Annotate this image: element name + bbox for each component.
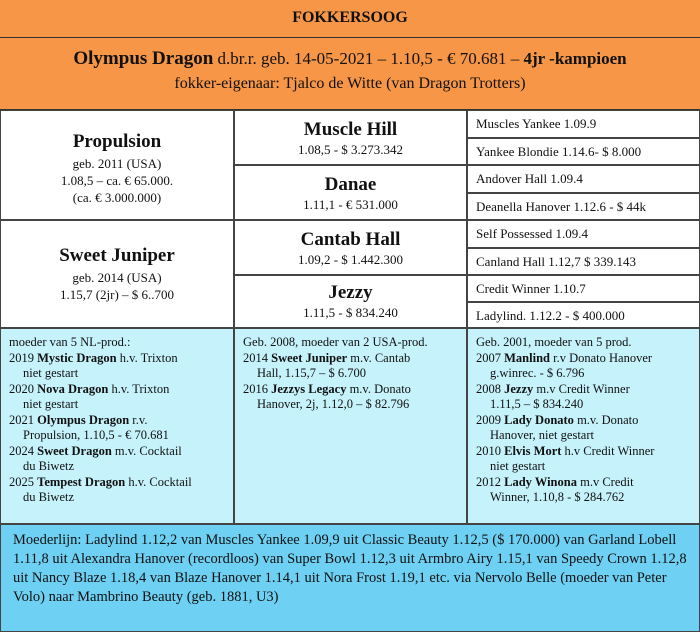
horse-summary — [0, 48, 700, 70]
produce-entry: 2020 Nova Dragon h.v. Trixton niet gestart — [9, 381, 170, 411]
sire-dam-record: 1.11,1 - € 531.000 — [303, 197, 398, 212]
champion-label: 4jr -kampioen — [523, 49, 627, 68]
dam-sire-cell — [234, 220, 467, 275]
produce-entry: 2025 Tempest Dragon h.v. Cocktail du Biwetz — [9, 474, 192, 504]
produce-entry: 2007 Manlind r.v Donato Hanover g.winrec. - $ 6.796 — [476, 350, 653, 380]
header-panel — [0, 0, 700, 110]
third-gen-6: Canland Hall 1.12,7 $ 339.143 — [467, 248, 700, 275]
produce-entry: 2012 Lady Winona m.v Credit Winner, 1.10,8 - $ 284.762 — [476, 474, 634, 504]
third-gen-1: Muscles Yankee 1.09.9 — [467, 110, 700, 138]
dam-sire-name: Cantab Hall — [300, 229, 401, 250]
third-gen-3: Andover Hall 1.09.4 — [467, 165, 700, 193]
dam-name: Sweet Juniper — [59, 245, 175, 266]
produce-entry: 2016 Jezzys Legacy m.v. Donato Hanover, 2j, 1.12,0 – $ 82.796 — [243, 381, 411, 411]
produce-name: Lady Donato — [504, 412, 574, 427]
dam-sire-record: 1.09,2 - $ 1.442.300 — [297, 252, 404, 267]
produce-entry: 2021 Olympus Dragon r.v. Propulsion, 1.10,5 - € 70.681 — [9, 412, 169, 442]
produce-entry: 2019 Mystic Dragon h.v. Trixton niet gestart — [9, 350, 178, 380]
sire-cell — [0, 110, 234, 220]
produce-name: Manlind — [504, 350, 550, 365]
produce-name: Sweet Dragon — [37, 443, 112, 458]
produce-name: Nova Dragon — [37, 381, 109, 396]
produce-intro: moeder van 5 NL-prod.: — [9, 335, 131, 349]
dam-record: 1.15,7 (2jr) – $ 6..700 — [59, 287, 175, 302]
produce-name: Mystic Dragon — [37, 350, 117, 365]
produce-name: Jezzy — [504, 381, 534, 396]
sire-sire-cell — [234, 110, 467, 165]
sire-born: geb. 2011 (USA) — [72, 156, 162, 171]
produce-entry: 2008 Jezzy m.v Credit Winner 1.11,5 – $ 834.240 — [476, 381, 630, 411]
produce-intro: Geb. 2008, moeder van 2 USA-prod. — [243, 335, 428, 349]
sire-dam-cell — [234, 165, 467, 220]
dam-cell — [0, 220, 234, 328]
sire-value: (ca. € 3.000.000) — [72, 190, 162, 205]
third-gen-7: Credit Winner 1.10.7 — [467, 275, 700, 302]
produce-intro: Geb. 2001, moeder van 5 prod. — [476, 335, 632, 349]
produce-entry: 2014 Sweet Juniper m.v. Cantab Hall, 1.15,7 – $ 6.700 — [243, 350, 411, 380]
maternal-line: Moederlijn: Ladylind 1.12,2 van Muscles Yankee 1.09,9 uit Classic Beauty 1.12,5 ($ 170.000) van Garland Lobell 1.11,8 uit Alexandra Hanover (recordloos) van Super Bowl 1.12,3 uit Armbro Airy 1.15,1 van Speedy Crown 1.12,8 uit Nancy Blaze 1.18,4 van Blaze Hanover 1.14,1 uit Nora Frost 1.19,1 etc. via Nervolo Belle (moeder van Peter Volo) naar Mambrino Beauty (geb. 1881, U3) — [0, 524, 700, 632]
granddam-produce-record — [234, 328, 467, 524]
produce-name: Jezzys Legacy — [271, 381, 347, 396]
third-gen-8: Ladylind. 1.12.2 - $ 400.000 — [467, 302, 700, 328]
third-gen-4: Deanella Hanover 1.12.6 - $ 44k — [467, 193, 700, 220]
produce-name: Elvis Mort — [504, 443, 562, 458]
owner-line: fokker-eigenaar: Tjalco de Witte (van Dragon Trotters) — [174, 75, 526, 92]
horse-details: d.br.r. geb. 14-05-2021 — [217, 49, 374, 68]
dam-produce-record — [0, 328, 234, 524]
dam-born: geb. 2014 (USA) — [72, 270, 162, 285]
sire-record: 1.08,5 – ca. € 65.000. — [60, 173, 174, 188]
great-granddam-produce-record — [467, 328, 700, 524]
dam-dam-cell — [234, 275, 467, 328]
sire-sire-record: 1.08,5 - $ 3.273.342 — [297, 142, 404, 157]
sire-name: Propulsion — [72, 131, 162, 152]
produce-entry: 2009 Lady Donato m.v. Donato Hanover, niet gestart — [476, 412, 639, 442]
horse-name: Olympus Dragon — [73, 48, 214, 69]
produce-entry: 2010 Elvis Mort h.v Credit Winner niet gestart — [476, 443, 655, 473]
dam-dam-record: 1.11,5 - $ 834.240 — [303, 305, 398, 320]
sire-sire-name: Muscle Hill — [303, 119, 398, 140]
produce-entry: 2024 Sweet Dragon m.v. Cocktail du Biwetz — [9, 443, 182, 473]
third-gen-5: Self Possessed 1.09.4 — [467, 220, 700, 248]
produce-name: Olympus Dragon — [37, 412, 130, 427]
dam-dam-name: Jezzy — [328, 282, 373, 303]
produce-name: Tempest Dragon — [37, 474, 126, 489]
third-gen-2: Yankee Blondie 1.14.6- $ 8.000 — [467, 138, 700, 165]
produce-name: Lady Winona — [504, 474, 577, 489]
sire-dam-name: Danae — [324, 174, 377, 195]
produce-name: Sweet Juniper — [271, 350, 348, 365]
page-title: FOKKERSOOG — [0, 0, 700, 38]
horse-record: – 1.10,5 - € 70.681 – — [377, 49, 520, 68]
